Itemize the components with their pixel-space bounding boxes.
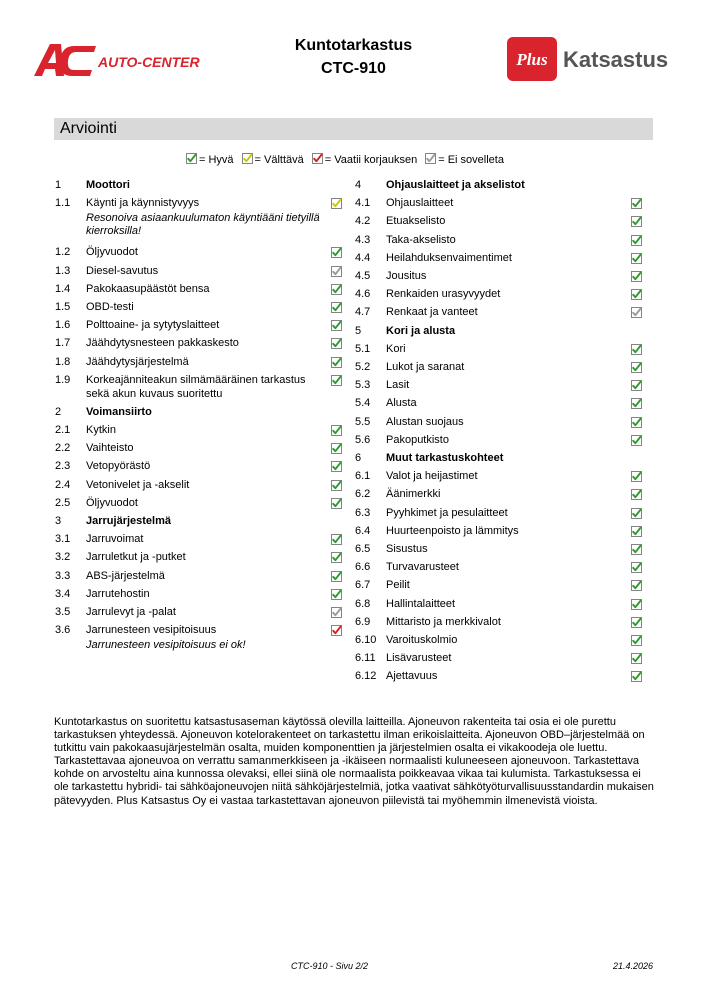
inspection-item-label: Öljyvuodot [86,496,138,509]
legend-label: = Vaatii korjauksen [324,154,418,166]
section-title: Arviointi [54,118,653,140]
inspection-item-label: Äänimerkki [386,488,441,501]
inspection-item-label: Ajettavuus [386,670,438,683]
checkbox-good-icon [331,496,342,514]
checkbox-good-icon [331,478,342,496]
legend-label: = Hyvä [199,154,234,166]
row-number: 1.5 [55,301,71,313]
checkbox-good-icon [331,336,342,354]
plus-katsastus-logo [507,37,677,81]
inspection-item-label: Alustan suojaus [386,415,464,428]
checkbox-na-icon [425,153,436,167]
checkbox-good-icon [631,506,642,524]
checkbox-good-icon [331,569,342,587]
row-number: 3 [55,515,62,527]
row-number: 5.6 [355,433,371,446]
checkbox-good-icon [331,459,342,477]
inspection-note: Resonoiva asiaankuulumaton käyntiääni tietyillä kierroksilla! [86,212,320,238]
inspection-item-label: Vaihteisto [86,442,134,455]
inspection-item-label: Peilit [386,579,410,592]
row-number: 5 [355,324,362,337]
row-number: 6 [355,452,362,464]
row-number: 6.4 [355,524,371,537]
checkbox-good-icon [631,433,642,451]
inspection-item-label: Ohjauslaitteet [386,197,454,210]
row-number: 6.8 [355,597,371,610]
checkbox-good-icon [331,587,342,605]
section-header-label: Kori ja alusta [386,324,456,337]
legend-label: = Välttävä [254,154,304,166]
inspection-note: Jarrunesteen vesipitoisuus ei ok! [86,639,246,652]
row-number: 6.1 [355,470,371,483]
inspection-item-label: Mittaristo ja merkkivalot [386,615,501,628]
auto-center-logo-text: AUTO-CENTER [98,54,200,70]
checkbox-fix-icon [312,153,323,167]
checkbox-fix-icon [331,623,342,641]
plus-logo-text: Katsastus [563,47,669,72]
section-header-label: Moottori [86,179,130,191]
inspection-item-label: Öljyvuodot [86,246,138,259]
page-title: Kuntotarkastus [294,37,413,54]
row-number: 5.4 [355,397,371,410]
row-number: 6.2 [355,488,371,501]
row-number: 3.2 [55,551,71,564]
row-number: 1.1 [55,197,71,210]
row-number: 4.2 [355,215,371,228]
legend-label: = Ei sovelleta [438,154,504,166]
row-number: 6.12 [355,670,377,683]
inspection-item-label: Lasit [386,379,410,392]
inspection-item-label: Kytkin [86,424,116,436]
checkbox-good-icon [631,196,642,214]
checkbox-good-icon [631,651,642,669]
inspection-item-label: Käynti ja käynnistyvyys [86,197,200,210]
inspection-item-label: Varoituskolmio [386,634,458,646]
plus-logo-badge: Plus [516,50,548,69]
row-number: 5.2 [355,361,371,373]
row-number: 1.6 [55,319,71,332]
row-number: 2.3 [55,460,71,473]
checkbox-good-icon [331,245,342,263]
checkbox-good-icon [631,342,642,360]
inspection-item-label: Pakoputkisto [386,433,449,446]
inspection-item-label: Renkaiden urasyvyydet [386,288,501,301]
inspection-item-label: Jarrulevyt ja -palat [86,606,176,618]
inspection-item-label: Lukot ja saranat [386,361,465,373]
row-number: 1.3 [55,264,71,277]
inspection-item-label: Heilahduksenvaimentimet [386,251,512,264]
inspection-item-label: Valot ja heijastimet [386,470,478,483]
checkbox-good-icon [331,441,342,459]
inspection-item-label: OBD-testi [86,301,134,313]
legend-item-fix [312,153,417,167]
inspection-item-label: Huurteenpoisto ja lämmitys [386,524,519,537]
inspection-item-label: Polttoaine- ja sytytyslaitteet [86,319,220,332]
row-number: 6.3 [355,506,371,519]
row-number: 2.4 [55,478,71,491]
legend-item-ok [242,153,304,167]
row-number: 2.5 [55,496,71,509]
checkbox-good-icon [631,669,642,687]
section-header-label: Muut tarkastuskohteet [386,452,504,464]
checkbox-good-icon [631,360,642,378]
inspection-item-label: Alusta [386,397,417,410]
inspection-item-label: Kori [386,342,406,355]
row-number: 3.5 [55,606,71,618]
row-number: 3.6 [55,624,71,637]
row-number: 3.3 [55,569,71,582]
checkbox-good-icon [631,269,642,287]
legend-item-na [425,153,504,167]
checkbox-na-icon [631,305,642,323]
checkbox-good-icon [331,318,342,336]
checkbox-ok-icon [331,196,342,214]
row-number: 6.11 [355,652,376,665]
inspection-item-label: Taka-akselisto [386,233,456,246]
checkbox-good-icon [631,233,642,251]
checkbox-good-icon [631,615,642,633]
row-number: 4.4 [355,251,371,264]
row-number: 1.9 [55,373,71,386]
checkbox-good-icon [631,578,642,596]
inspection-item-label: Vetonivelet ja -akselit [86,478,190,491]
checkbox-good-icon [331,550,342,568]
row-number: 1.4 [55,282,71,295]
row-number: 4 [355,179,362,191]
row-number: 5.5 [355,415,371,428]
inspection-item-label: Jäähdytysjärjestelmä [86,355,189,368]
checkbox-good-icon [631,415,642,433]
section-header-label: Ohjauslaitteet ja akselistot [386,179,525,191]
inspection-item-label: Turvavarusteet [386,561,459,574]
inspection-item-label: Jousitus [386,270,427,282]
checkbox-good-icon [631,287,642,305]
row-number: 1 [55,179,62,191]
inspection-item-label: Jarrunesteen vesipitoisuus [86,624,217,637]
report-date: 21.4.2026 [613,961,654,971]
checkbox-good-icon [331,532,342,550]
row-number: 5.1 [355,342,371,355]
checkbox-good-icon [631,524,642,542]
legend-item-good [186,153,234,167]
page-number: CTC-910 - Sivu 2/2 [291,961,369,971]
checkbox-good-icon [631,560,642,578]
checkbox-good-icon [186,153,197,167]
checkbox-good-icon [631,597,642,615]
row-number: 3.1 [55,533,71,546]
checkbox-good-icon [331,373,342,391]
row-number: 6.6 [355,561,371,574]
row-number: 1.8 [55,355,71,368]
row-number: 6.9 [355,615,371,628]
report-code: CTC-910 [321,60,386,77]
checkbox-na-icon [331,264,342,282]
checkbox-good-icon [631,214,642,232]
inspection-item-label: Hallintalaitteet [386,597,456,610]
section-header-label: Voimansiirto [86,405,152,418]
checkbox-good-icon [331,355,342,373]
row-number: 4.6 [355,288,371,301]
checkbox-good-icon [631,251,642,269]
inspection-item-label: Vetopyörästö [86,460,151,473]
checkbox-good-icon [631,633,642,651]
row-number: 2 [55,405,62,418]
inspection-item-label: Renkaat ja vanteet [386,306,478,319]
inspection-item-label: Diesel-savutus [86,264,159,277]
row-number: 1.2 [55,246,71,259]
inspection-item-label: ABS-järjestelmä [86,569,165,582]
checkbox-na-icon [331,605,342,623]
row-number: 4.5 [355,270,371,282]
row-number: 6.7 [355,579,371,592]
checkbox-good-icon [631,487,642,505]
row-number: 4.7 [355,306,371,319]
inspection-item-label: Lisävarusteet [386,652,452,665]
row-number: 4.3 [355,233,371,246]
inspection-item-label: Jarrutehostin [86,587,150,600]
checkbox-ok-icon [242,153,253,167]
inspection-item-label: Jarruvoimat [86,533,144,546]
checkbox-good-icon [631,542,642,560]
row-number: 2.2 [55,442,71,455]
checkbox-good-icon [631,378,642,396]
row-number: 4.1 [355,197,371,210]
row-number: 1.7 [55,337,71,350]
checkbox-good-icon [631,469,642,487]
disclaimer-text: Kuntotarkastus on suoritettu katsastusaseman käytössä olevilla laitteilla. Ajoneuvon rakenteita tai osia ei ole purettu tarkastuksen yhteydessä. Ajoneuvon kotelorakenteet on tarkastettu ilman erikoislaitteita. Ajoneuvon OBD–järjestelmää on tutkittu vain pakokaasujärjestelmän osalta, muiden komponenttien ja järjestelmien osalta ei vikakoodeja ole luettu. Tarkastettavaa ajoneuvoa on verrattu samanmerkkiseen ja -ikäiseen normaalisti kuluneeseen ajoneuvoon. Tarkastettava kohde on arvosteltu aina kunnossa olevaksi, ellei siinä ole normaalista poikkeavaa vikaa tai kulumista. Tarkastuksessa ei ole tarkastettu hybridi- tai sähköajoneuvojen niitä sähköjärjestelmiä, jotka vaativat sähkötyöturvallisuusstandardin mukaisen pätevyyden. Plus Katsastus Oy ei vastaa tarkastettavan ajoneuvon piilevistä tai myöhemmin ilmenevistä vioista. [54,716,654,807]
inspection-item-label: Sisustus [386,543,428,555]
checkbox-good-icon [631,396,642,414]
inspection-item-label: Pakokaasupäästöt bensa [86,282,210,295]
row-number: 6.10 [355,634,377,646]
row-number: 3.4 [55,587,71,600]
row-number: 6.5 [355,543,371,555]
inspection-item-label: Jäähdytysnesteen pakkaskesto [86,337,239,350]
row-number: 2.1 [55,424,71,436]
checkbox-good-icon [331,300,342,318]
inspection-item-label: Korkeajänniteakun silmämääräinen tarkastus sekä akun kuvaus suoritettu [86,373,306,400]
row-number: 5.3 [355,379,371,392]
checkbox-good-icon [331,423,342,441]
section-header-label: Jarrujärjestelmä [86,515,171,527]
inspection-item-label: Jarruletkut ja -putket [86,551,186,564]
inspection-item-label: Etuakselisto [386,215,446,228]
checkbox-good-icon [331,282,342,300]
status-legend [186,153,512,167]
inspection-item-label: Pyyhkimet ja pesulaitteet [386,506,508,519]
